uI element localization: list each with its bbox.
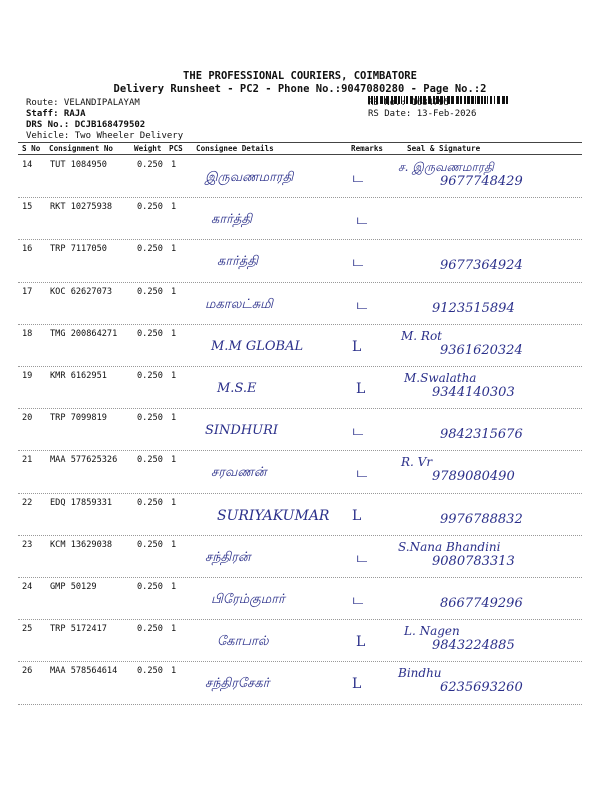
row-consignment-no: MAA 577625326 — [50, 455, 118, 466]
row-remark-mark: ட — [356, 549, 368, 566]
row-consignment-no: KCM 13629038 — [50, 539, 113, 550]
row-weight: 0.250 — [137, 497, 163, 508]
row-remark-mark: L — [356, 634, 366, 651]
row-consignment-no: MAA 578564614 — [50, 666, 118, 677]
row-signature-phone: 9842315676 — [440, 427, 523, 443]
barcode-bar — [490, 96, 492, 104]
barcode-bar — [464, 96, 466, 104]
row-weight: 0.250 — [137, 371, 163, 381]
row-signature: L. Nagen — [404, 624, 460, 639]
row-signature-phone: 9677364924 — [440, 258, 523, 274]
row-remark-mark: ட — [352, 592, 364, 608]
row-sno: 19 — [22, 371, 33, 381]
row-consignee-handwritten: SURIYAKUMAR — [217, 507, 330, 524]
row-divider — [18, 619, 582, 620]
barcode-bar — [497, 96, 500, 104]
barcode-bar — [481, 96, 483, 104]
row-remark-mark: ட — [352, 254, 364, 271]
row-consignee-handwritten: சந்திரசேகர் — [205, 676, 270, 692]
row-pcs: 1 — [171, 582, 177, 592]
row-pcs: 1 — [171, 455, 177, 466]
row-remark-mark: ட — [352, 423, 364, 440]
row-divider — [18, 282, 582, 283]
row-signature: S.Nana Bhandini — [398, 539, 501, 554]
header-subtitle: Delivery Runsheet - PC2 - Phone No.:9047080280 - Page No.:2 — [113, 83, 487, 95]
row-consignment-no: KOC 62627073 — [50, 286, 113, 297]
row-pcs: 1 — [171, 328, 177, 339]
row-divider — [18, 197, 582, 198]
row-pcs: 1 — [171, 286, 177, 297]
row-divider — [18, 661, 582, 662]
row-signature: M.Swalatha — [404, 371, 477, 385]
row-pcs: 1 — [171, 624, 177, 635]
row-remark-mark: ட — [356, 296, 368, 313]
row-weight: 0.250 — [137, 244, 163, 255]
row-signature-phone: 9976788832 — [440, 511, 523, 527]
table-top-rule — [18, 142, 582, 143]
drs-number: DRS No.: DCJB168479502 — [26, 120, 146, 130]
barcode-bar — [494, 96, 495, 104]
row-weight: 0.250 — [137, 413, 163, 424]
row-consignee-handwritten: கார்த்தி — [217, 254, 259, 270]
staff: Staff: RAJA — [26, 109, 86, 119]
row-sno: 26 — [22, 666, 33, 677]
barcode-bar — [467, 96, 470, 104]
col-weight: Weight — [134, 144, 162, 153]
row-divider — [18, 704, 582, 705]
row-sno: 22 — [22, 497, 33, 508]
vehicle: Vehicle: Two Wheeler Delivery — [26, 131, 184, 141]
col-sno: S No — [22, 144, 41, 153]
row-divider — [18, 324, 582, 325]
barcode-bar — [477, 96, 480, 104]
row-pcs: 1 — [171, 666, 177, 677]
row-sno: 25 — [22, 624, 33, 635]
row-consignment-no: EDQ 17859331 — [50, 497, 113, 508]
row-divider — [18, 493, 582, 494]
rs-date: RS Date: 13-Feb-2026 — [368, 109, 477, 119]
row-sno: 23 — [22, 539, 33, 550]
row-signature: Bindhu — [398, 666, 442, 681]
row-sno: 21 — [22, 455, 33, 466]
header-company: THE PROFESSIONAL COURIERS, COIMBATORE — [183, 70, 417, 82]
row-remark-mark: ட — [356, 465, 368, 482]
col-consignee: Consignee Details — [196, 144, 274, 153]
row-consignment-no: KMR 6162951 — [50, 371, 107, 381]
row-sno: 17 — [22, 286, 33, 297]
barcode-bar — [456, 96, 459, 104]
row-consignment-no: RKT 10275938 — [50, 202, 113, 213]
row-signature: R. Vr — [401, 455, 433, 470]
barcode-bar — [451, 96, 454, 104]
row-consignee-handwritten: கோபால் — [217, 634, 269, 650]
col-remarks: Remarks — [351, 144, 384, 153]
barcode-bar — [475, 96, 476, 104]
row-pcs: 1 — [171, 497, 177, 508]
barcode-bar — [487, 96, 488, 104]
row-weight: 0.250 — [137, 582, 163, 592]
row-signature-phone: 9677748429 — [440, 174, 523, 189]
row-sno: 24 — [22, 582, 33, 592]
row-consignment-no: TRP 7099819 — [50, 413, 107, 424]
row-pcs: 1 — [171, 202, 177, 213]
barcode-bar — [460, 96, 462, 104]
col-consignment: Consignment No — [49, 144, 114, 153]
row-signature-phone: 9843224885 — [432, 638, 515, 654]
row-consignee-handwritten: SINDHURI — [205, 423, 279, 439]
row-divider — [18, 535, 582, 536]
row-divider — [18, 577, 582, 578]
rs-number: RS No.: 1684795 — [368, 98, 450, 108]
row-divider — [18, 239, 582, 240]
row-remark-mark: ட — [352, 170, 364, 186]
row-divider — [18, 408, 582, 409]
row-remark-mark: L — [352, 507, 362, 524]
row-pcs: 1 — [171, 244, 177, 255]
row-signature-phone: 8667749296 — [440, 596, 523, 611]
row-weight: 0.250 — [137, 624, 163, 635]
row-consignee-handwritten: பிரேம்குமார் — [211, 592, 285, 607]
row-pcs: 1 — [171, 539, 177, 550]
row-signature-phone: 6235693260 — [440, 680, 523, 696]
barcode-bar — [502, 96, 505, 104]
route: Route: VELANDIPALAYAM — [26, 98, 140, 108]
row-signature: ச. இருவணமாரதி — [398, 160, 494, 174]
row-weight: 0.250 — [137, 539, 163, 550]
row-pcs: 1 — [171, 160, 177, 170]
barcode-bar — [484, 96, 486, 104]
row-pcs: 1 — [171, 413, 177, 424]
col-seal: Seal & Signature — [407, 144, 481, 153]
row-sno: 16 — [22, 244, 33, 255]
barcode-bar — [471, 96, 474, 104]
row-sno: 15 — [22, 202, 33, 213]
row-consignee-handwritten: சரவணன் — [211, 465, 267, 481]
row-consignment-no: TRP 5172417 — [50, 624, 107, 635]
row-signature-phone: 9123515894 — [432, 300, 515, 316]
row-signature: M. Rot — [401, 328, 442, 343]
row-consignment-no: TRP 7117050 — [50, 244, 107, 255]
row-weight: 0.250 — [137, 286, 163, 297]
row-consignee-handwritten: M.S.E — [217, 381, 257, 396]
row-consignment-no: TMG 200864271 — [50, 328, 118, 339]
row-remark-mark: L — [352, 676, 362, 693]
col-pcs: PCS — [169, 144, 183, 153]
row-signature-phone: 9789080490 — [432, 469, 515, 485]
row-divider — [18, 366, 582, 367]
row-pcs: 1 — [171, 371, 177, 381]
row-signature-phone: 9361620324 — [440, 342, 523, 358]
row-weight: 0.250 — [137, 666, 163, 677]
row-weight: 0.250 — [137, 202, 163, 213]
row-remark-mark: ட — [356, 212, 368, 229]
barcode-bar — [506, 96, 508, 104]
row-consignee-handwritten: M.M GLOBAL — [211, 338, 304, 354]
row-divider — [18, 450, 582, 451]
row-weight: 0.250 — [137, 160, 163, 170]
row-consignee-handwritten: இருவணமாரதி — [205, 170, 294, 185]
row-signature-phone: 9344140303 — [432, 385, 515, 400]
row-sno: 18 — [22, 328, 33, 339]
row-consignment-no: TUT 1084950 — [50, 160, 107, 170]
row-sno: 20 — [22, 413, 33, 424]
row-remark-mark: L — [356, 381, 366, 397]
row-weight: 0.250 — [137, 328, 163, 339]
header-rule — [18, 154, 582, 155]
row-remark-mark: L — [352, 338, 362, 355]
row-sno: 14 — [22, 160, 33, 170]
row-consignment-no: GMP 50129 — [50, 582, 97, 592]
row-consignee-handwritten: மகாலட்சுமி — [205, 296, 273, 312]
row-signature-phone: 9080783313 — [432, 553, 515, 569]
row-consignee-handwritten: சந்திரன் — [205, 549, 251, 565]
row-consignee-handwritten: கார்த்தி — [211, 212, 253, 228]
row-weight: 0.250 — [137, 455, 163, 466]
